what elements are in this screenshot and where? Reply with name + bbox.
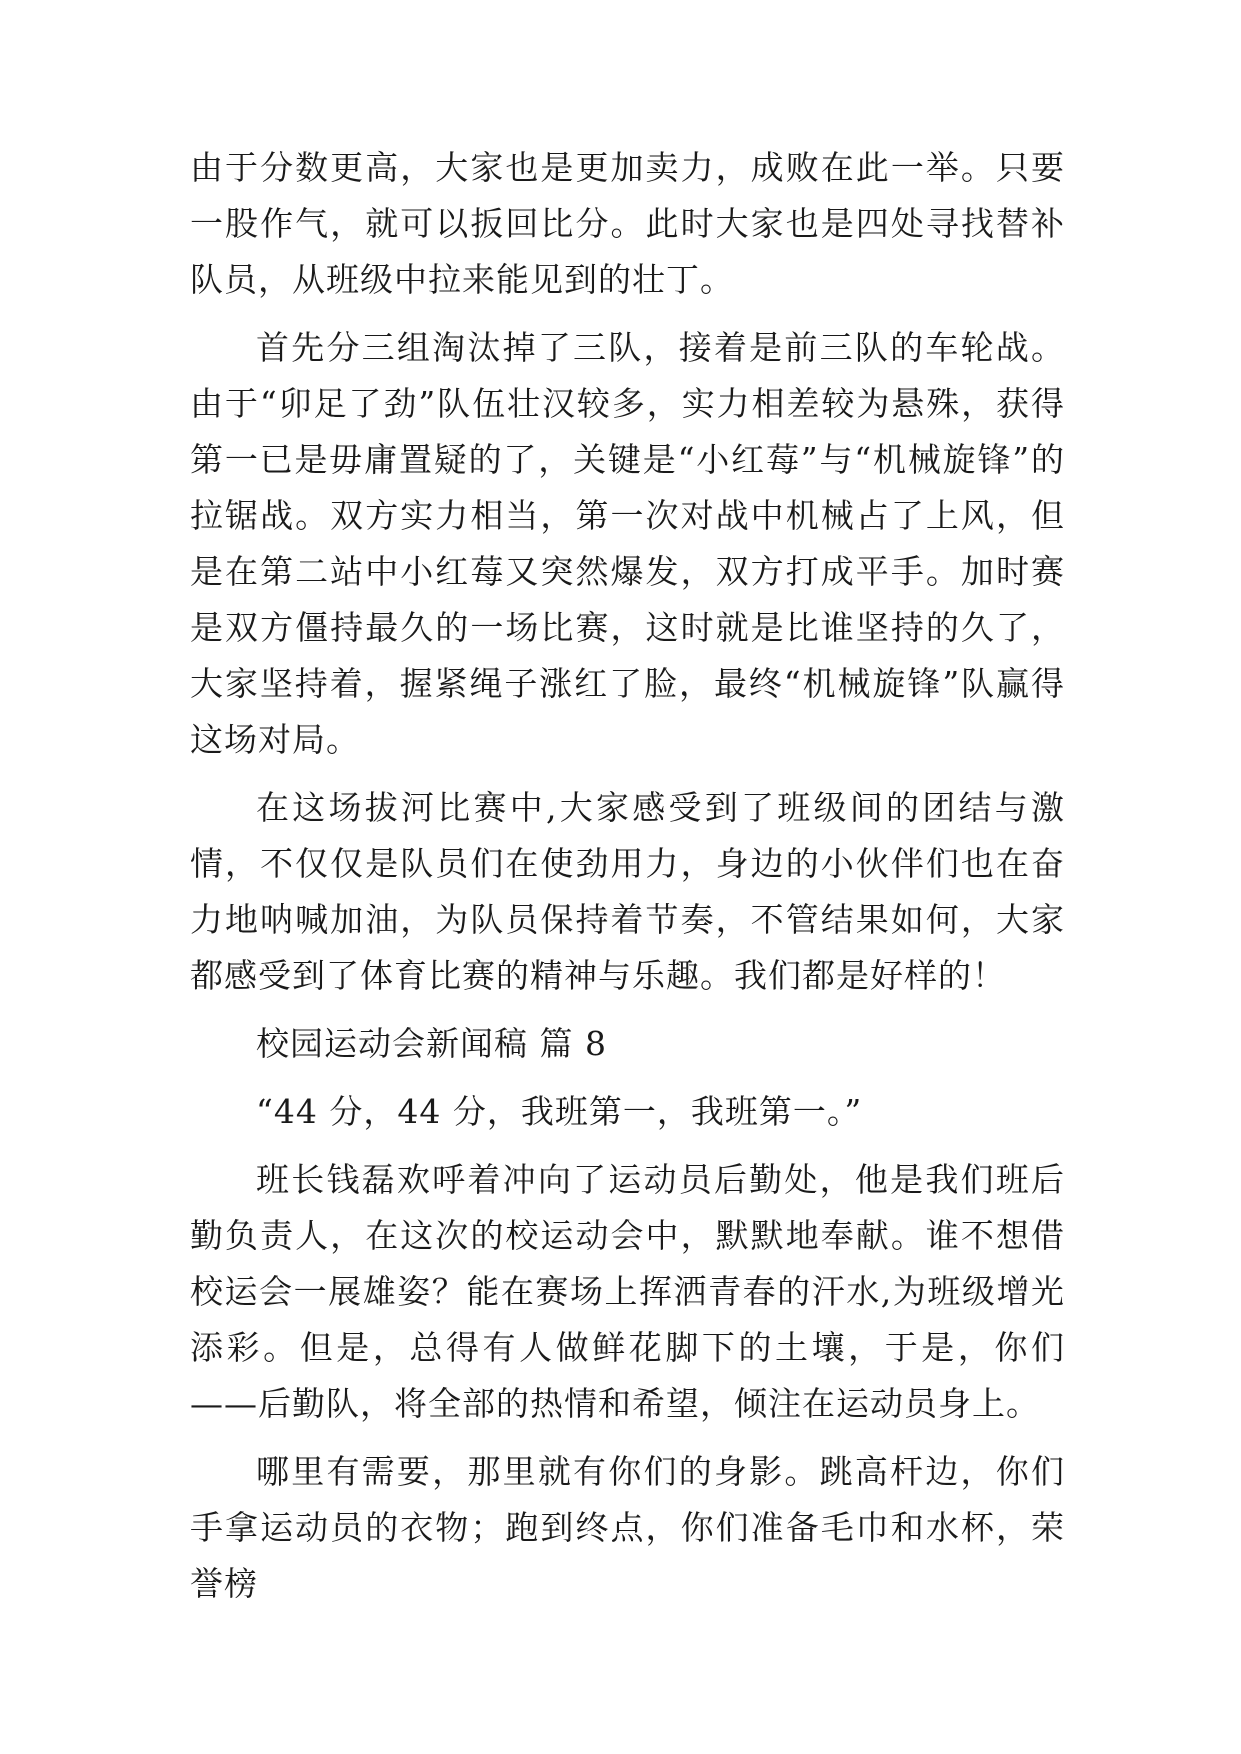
section-heading: 校园运动会新闻稿 篇 8 xyxy=(256,1024,607,1063)
paragraph-4: 班长钱磊欢呼着冲向了运动员后勤处，他是我们班后勤负责人，在这次的校运动会中，默默地奉献。谁不想借校运会一展雄姿？能在赛场上挥洒青春的汗水,为班级增光添彩。但是，总得有人做鲜花脚下的土壤，于是，你们——后勤队，将全部的热情和希望，倾注在运动员身上。 xyxy=(190,1160,1065,1423)
paragraph-2: 首先分三组淘汰掉了三队，接着是前三队的车轮战。由于“卯足了劲”队伍壮汉较多，实力相差较为悬殊，获得第一已是毋庸置疑的了，关键是“小红莓”与“机械旋锋”的拉锯战。双方实力相当，第一次对战中机械占了上风，但是在第二站中小红莓又突然爆发，双方打成平手。加时赛是双方僵持最久的一场比赛，这时就是比谁坚持的久了，大家坚持着，握紧绳子涨红了脸，最终“机械旋锋”队赢得这场对局。 xyxy=(190,328,1065,759)
paragraph-3: 在这场拔河比赛中,大家感受到了班级间的团结与激情，不仅仅是队员们在使劲用力，身边的小伙伴们也在奋力地呐喊加油，为队员保持着节奏，不管结果如何，大家都感受到了体育比赛的精神与乐趣。我们都是好样的！ xyxy=(190,788,1065,995)
document-body xyxy=(190,140,1065,1624)
paragraph-5: 哪里有需要，那里就有你们的身影。跳高杆边，你们手拿运动员的衣物；跑到终点，你们准备毛巾和水杯，荣誉榜 xyxy=(190,1452,1065,1603)
paragraph-quote: “44 分，44 分，我班第一，我班第一。” xyxy=(256,1092,863,1131)
paragraph-1: 由于分数更高，大家也是更加卖力，成败在此一举。只要一股作气，就可以扳回比分。此时大家也是四处寻找替补队员，从班级中拉来能见到的壮丁。 xyxy=(190,148,1065,299)
